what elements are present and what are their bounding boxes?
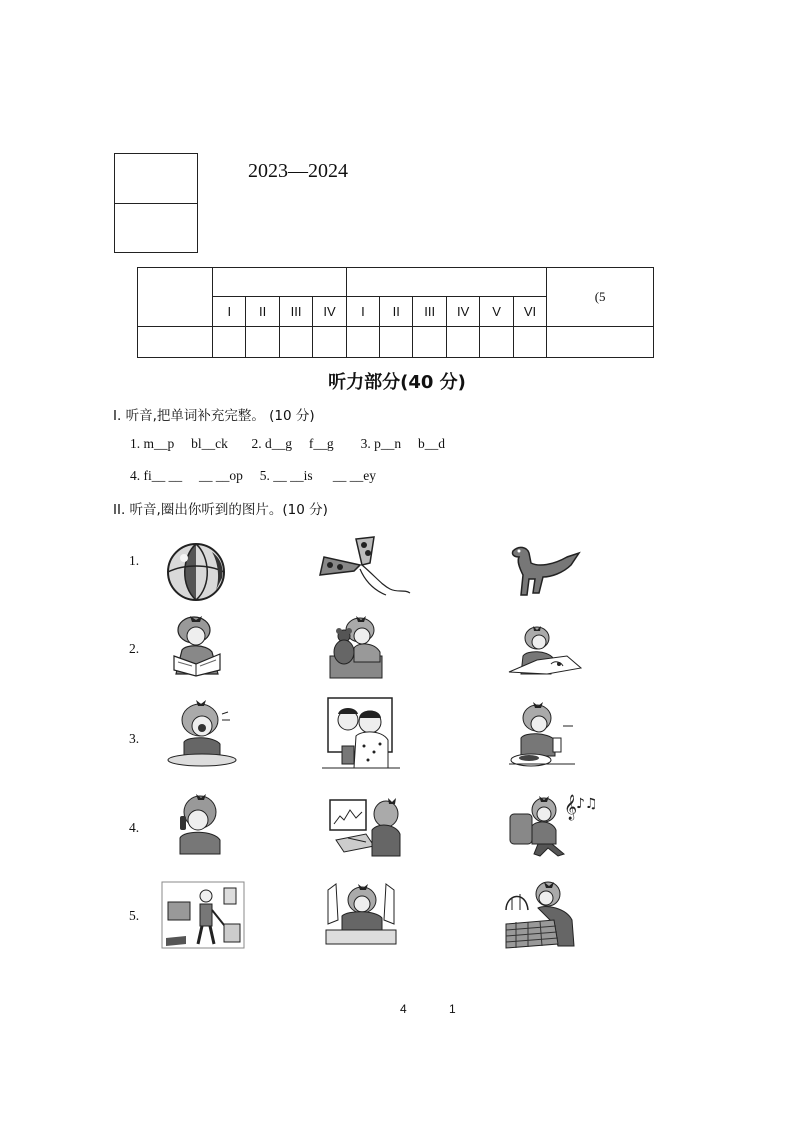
score-cell <box>213 327 246 358</box>
part1-line-2: 4. fi__ __ __ __op 5. __ __is __ __ey <box>130 468 376 483</box>
svg-text:𝄞: 𝄞 <box>564 795 578 820</box>
grade-col-9: V <box>480 297 513 327</box>
girl-on-phone-picture[interactable] <box>170 790 228 858</box>
grade-col-10: VI <box>513 297 547 327</box>
score-cell <box>380 327 413 358</box>
boys-at-window-picture[interactable] <box>322 696 400 770</box>
girl-at-computer-picture[interactable] <box>326 792 404 858</box>
girl-listening-music-picture[interactable] <box>508 792 598 858</box>
boy-cleaning-room-picture[interactable] <box>162 880 244 950</box>
score-cell <box>547 327 654 358</box>
girl-eating-picture[interactable] <box>166 694 238 768</box>
exam-year: 2023—2024 <box>248 160 348 182</box>
grade-table-group-1 <box>213 268 347 297</box>
grade-table-total-cell <box>547 268 654 327</box>
grade-table-total-label: (5 <box>594 289 606 304</box>
butterfly-kite-icon[interactable] <box>316 535 412 597</box>
score-cell <box>346 327 379 358</box>
grade-col-2: II <box>246 297 279 327</box>
girl-at-table-picture[interactable] <box>507 698 577 768</box>
grade-table-label-cell <box>138 268 213 327</box>
score-cell <box>480 327 513 358</box>
grade-table-group-2 <box>346 268 547 297</box>
page-number-left: 4 <box>400 1002 407 1016</box>
section-title: 听力部分(40 分) <box>328 372 466 393</box>
row-number: 1. <box>129 553 140 568</box>
page-number-right: 1 <box>449 1002 456 1016</box>
girl-drawing-picture[interactable] <box>507 622 583 680</box>
score-cell <box>246 327 279 358</box>
score-cell <box>413 327 446 358</box>
grade-col-5: I <box>346 297 379 327</box>
score-box <box>114 153 198 253</box>
toy-dinosaur-icon[interactable] <box>505 543 581 601</box>
score-box-divider <box>115 203 197 204</box>
score-cell <box>279 327 312 358</box>
grade-col-4: IV <box>313 297 347 327</box>
beach-ball-icon[interactable] <box>166 542 228 602</box>
grade-col-3: III <box>279 297 312 327</box>
girl-making-bed-picture[interactable] <box>502 880 584 950</box>
girl-in-bed-picture[interactable] <box>324 880 398 946</box>
score-cell <box>446 327 480 358</box>
grade-col-1: I <box>213 297 246 327</box>
svg-text:♪♫: ♪♫ <box>576 796 598 812</box>
part1-heading: I. 听音,把单词补充完整。 (10 分) <box>113 408 315 424</box>
grade-table <box>137 267 654 358</box>
score-cell <box>313 327 347 358</box>
girl-with-teddy-bear-picture[interactable] <box>328 612 384 680</box>
row-number: 5. <box>129 908 140 923</box>
grade-col-6: II <box>380 297 413 327</box>
row-number: 2. <box>129 641 140 656</box>
girl-reading-book-picture[interactable] <box>168 612 226 678</box>
row-number: 4. <box>129 820 140 835</box>
part1-line-1: 1. m__p bl__ck 2. d__g f__g 3. p__n b__d <box>130 436 445 451</box>
score-cell <box>513 327 547 358</box>
score-cell <box>138 327 213 358</box>
grade-col-8: IV <box>446 297 480 327</box>
grade-col-7: III <box>413 297 446 327</box>
part2-heading: II. 听音,圈出你听到的图片。(10 分) <box>113 502 328 518</box>
row-number: 3. <box>129 731 140 746</box>
